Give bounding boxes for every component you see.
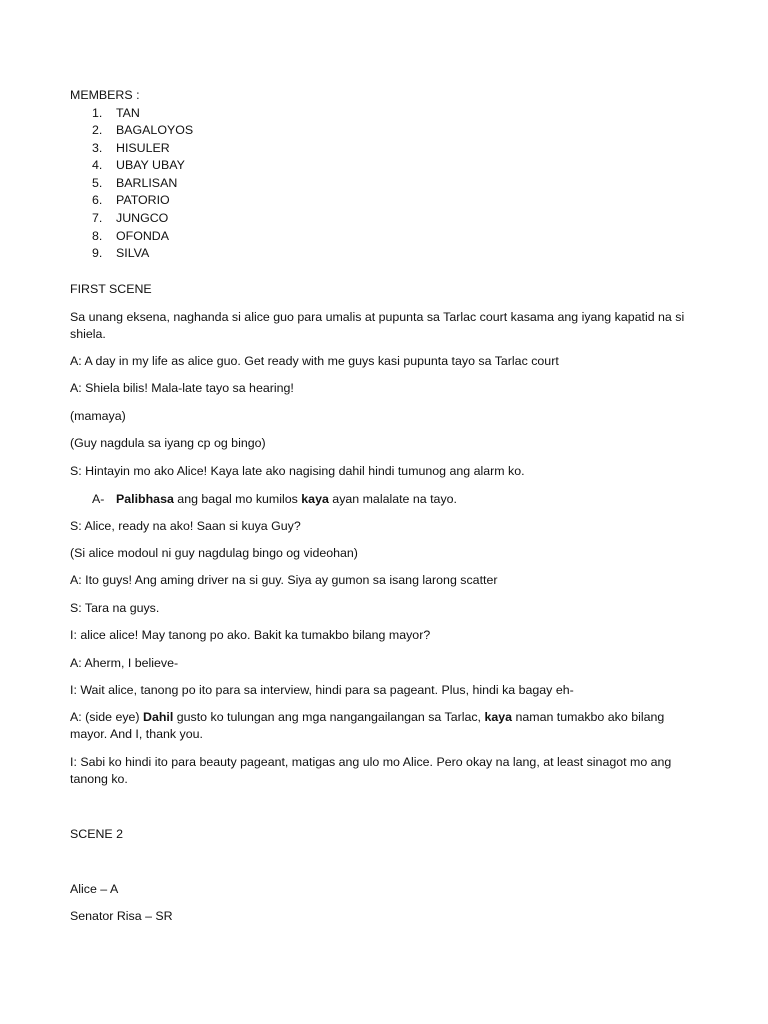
dialogue-line: I: Sabi ko hindi ito para beauty pageant, matigas ang ulo mo Alice. Pero okay na lang, at least sinagot mo ang tanong ko.	[70, 755, 672, 786]
dialogue-line: A: Ito guys! Ang aming driver na si guy. Siya ay gumon sa isang larong scatter	[70, 573, 498, 587]
dialogue-line: S: Alice, ready na ako! Saan si kuya Guy?	[70, 519, 301, 533]
dialogue-line: S: Hintayin mo ako Alice! Kaya late ako nagising dahil hindi tumunog ang alarm ko.	[70, 464, 525, 478]
stage-direction: (mamaya)	[70, 409, 126, 423]
list-item: 6. PATORIO	[92, 193, 170, 207]
dialogue-line: S: Tara na guys.	[70, 601, 160, 615]
character-entry: Senator Risa – SR	[70, 909, 173, 923]
list-item: 8. OFONDA	[92, 229, 170, 243]
members-heading: MEMBERS :	[70, 88, 140, 102]
list-item: 5. BARLISAN	[92, 176, 178, 190]
list-item: 4. UBAY UBAY	[92, 158, 185, 172]
character-entry: Alice – A	[70, 882, 119, 896]
list-item: 2. BAGALOYOS	[92, 123, 194, 137]
list-item: 7. JUNGCO	[92, 211, 169, 225]
dialogue-line: I: Wait alice, tanong po ito para sa interview, hindi para sa pageant. Plus, hindi ka bagay eh-	[70, 683, 574, 697]
dialogue-line: A: A day in my life as alice guo. Get ready with me guys kasi pupunta tayo sa Tarlac court	[70, 354, 559, 368]
scene-intro: Sa unang eksena, naghanda si alice guo para umalis at pupunta sa Tarlac court kasama ang iyang kapatid na si shiela.	[70, 310, 685, 341]
scene-heading: FIRST SCENE	[70, 282, 152, 296]
stage-direction: (Si alice modoul ni guy nagdulag bingo og videohan)	[70, 546, 358, 560]
dialogue-line: A: Aherm, I believe-	[70, 656, 179, 670]
dialogue-line-bullet: A- Palibhasa ang bagal mo kumilos kaya ayan malalate na tayo.	[92, 492, 457, 506]
stage-direction: (Guy nagdula sa iyang cp og bingo)	[70, 436, 266, 450]
dialogue-line: A: Shiela bilis! Mala-late tayo sa hearing!	[70, 381, 294, 395]
dialogue-line: I: alice alice! May tanong po ako. Bakit ka tumakbo bilang mayor?	[70, 628, 431, 642]
dialogue-line: A: (side eye) Dahil gusto ko tulungan ang mga nangangailangan sa Tarlac, kaya naman tumakbo ako bilang mayor. And I, thank you.	[70, 710, 665, 741]
scene-heading: SCENE 2	[70, 827, 124, 841]
list-item: 3. HISULER	[92, 141, 170, 155]
list-item: 9. SILVA	[92, 246, 150, 260]
list-item: 1. TAN	[92, 106, 140, 120]
